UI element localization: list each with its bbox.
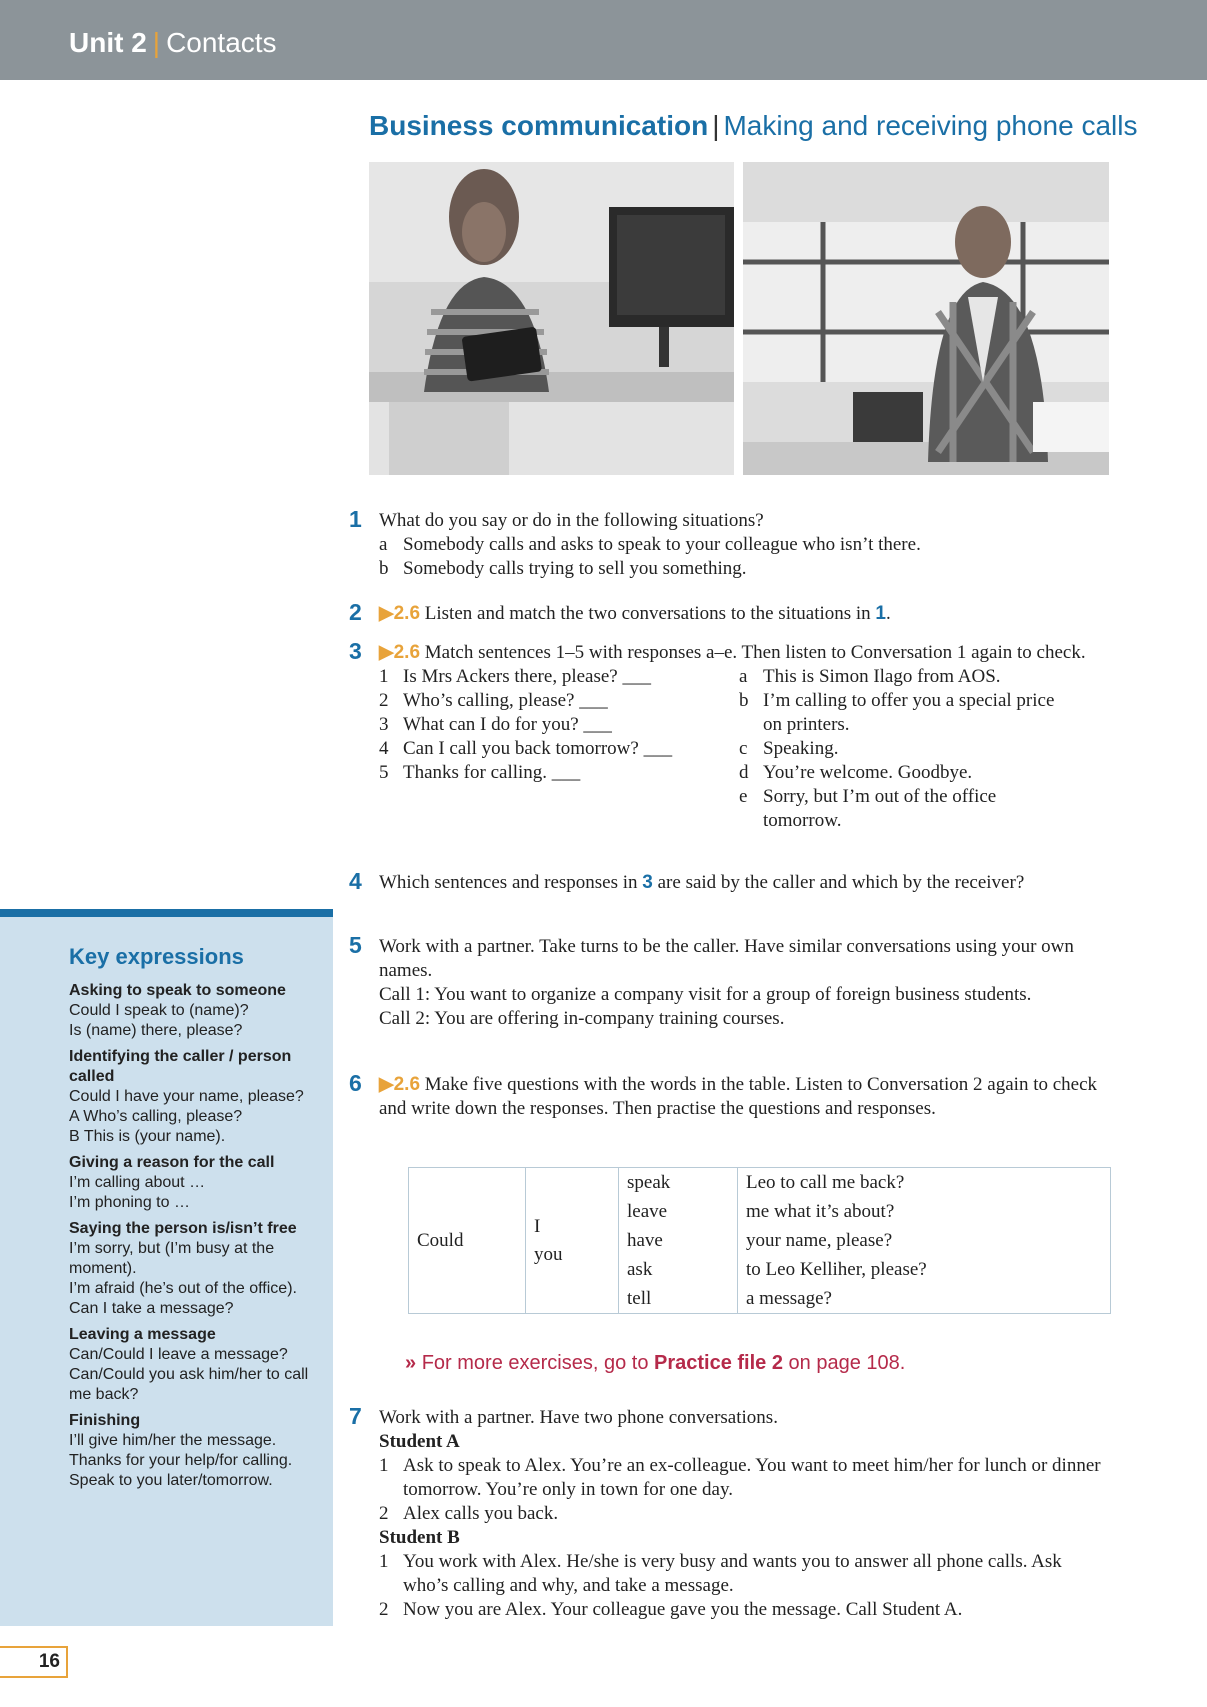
photo-man-on-phone [743, 162, 1109, 475]
item-text: I’m calling to offer you a special price on printers. [763, 690, 1055, 735]
group-heading: Giving a reason for the call [69, 1154, 275, 1171]
double-chevron-icon: » [405, 1352, 417, 1374]
list-item [739, 665, 1059, 689]
table-word: tell [627, 1288, 652, 1309]
item-letter: d [739, 762, 749, 783]
item-number: 1 [379, 1455, 389, 1476]
exercise-prompt: Listen and match the two conversations to the situations in [424, 603, 871, 624]
list-item [379, 737, 729, 761]
item-text: You’re welcome. Goodbye. [763, 762, 973, 783]
item-text: Thanks for calling. ___ [403, 762, 581, 783]
item-letter: a [739, 666, 748, 687]
exercise-prompt: What do you say or do in the following situations? [379, 510, 764, 531]
item-text: Is Mrs Ackers there, please? ___ [403, 666, 651, 687]
list-item [379, 1550, 1109, 1598]
expression: Can/Could I leave a message? [69, 1346, 288, 1363]
divider: | [712, 110, 720, 141]
item-text: Now you are Alex. Your colleague gave you the message. Call Student A. [403, 1599, 963, 1620]
expression: Speak to you later/tomorrow. [69, 1472, 273, 1489]
call-2 [379, 1007, 1109, 1031]
item-number: 5 [379, 762, 389, 783]
item-number: 3 [379, 714, 389, 735]
item-text: Alex calls you back. [403, 1503, 559, 1524]
call-label: Call 1: [379, 984, 431, 1005]
link-text: For more exercises, go to [421, 1352, 649, 1374]
practice-file-name[interactable]: Practice file 2 [654, 1352, 783, 1374]
table-word: I [534, 1215, 541, 1237]
list-item [379, 533, 1109, 557]
item-text: Sorry, but I’m out of the office tomorrow. [763, 786, 997, 831]
list-item [379, 1598, 1109, 1622]
exercise-6 [349, 1070, 1109, 1121]
list-item [739, 689, 1059, 737]
exercise-prompt: Which sentences and responses in [379, 872, 638, 893]
list-item [739, 785, 1059, 833]
list-item [379, 689, 729, 713]
group-heading: Identifying the caller / person called [69, 1048, 292, 1085]
expression: Could I speak to (name)? [69, 1002, 249, 1019]
exercise-4 [349, 868, 1109, 895]
responses-list [739, 665, 1059, 833]
exercise-3 [349, 638, 1109, 849]
expression: I’m afraid (he’s out of the office). [69, 1280, 297, 1297]
list-item [739, 737, 1059, 761]
group-heading: Leaving a message [69, 1326, 216, 1343]
item-number: 2 [379, 1599, 389, 1620]
group-heading: Saying the person is/isn’t free [69, 1220, 297, 1237]
table-word: ask [627, 1259, 653, 1280]
expression: Could I have your name, please? [69, 1088, 304, 1105]
exercise-number: 6 [349, 1070, 362, 1096]
audio-track-icon[interactable]: ▶2.6 [379, 603, 421, 624]
exercise-number: 1 [349, 506, 362, 532]
list-item [379, 1454, 1109, 1502]
expression: Can/Could you ask him/her to call me back? [69, 1366, 309, 1403]
call-text: You want to organize a company visit for a group of foreign business students. [434, 984, 1032, 1005]
audio-track-icon[interactable]: ▶2.6 [379, 642, 421, 663]
title-sub: Making and receiving phone calls [723, 110, 1138, 141]
item-letter: e [739, 786, 748, 807]
item-letter: a [379, 534, 388, 555]
divider: | [152, 27, 161, 58]
exercise-prompt: Make five questions with the words in the table. Listen to Conversation 2 again to check and write down the responses. Then practise the questions and responses. [379, 1074, 1098, 1119]
table-word: speak [627, 1172, 671, 1193]
exercise-prompt: Match sentences 1–5 with responses a–e. Then listen to Conversation 1 again to check. [424, 642, 1086, 663]
item-text: Somebody calls and asks to speak to your colleague who isn’t there. [403, 534, 921, 555]
group-heading: Finishing [69, 1412, 141, 1429]
table-word: you [534, 1243, 563, 1265]
item-number: 2 [379, 1503, 389, 1524]
page-title [369, 110, 1138, 142]
item-number: 1 [379, 1551, 389, 1572]
expression: Can I take a message? [69, 1300, 234, 1317]
practice-file-link[interactable] [405, 1352, 905, 1375]
item-number: 1 [379, 666, 389, 687]
call-text: You are offering in-company training courses. [434, 1008, 785, 1029]
item-text: Can I call you back tomorrow? ___ [403, 738, 673, 759]
table-cell-endings [738, 1168, 1111, 1314]
exercise-prompt-end: are said by the caller and which by the receiver? [657, 872, 1025, 893]
exercise-1 [349, 506, 1109, 581]
list-item [379, 761, 729, 785]
table-cell-subjects [526, 1168, 619, 1314]
key-expressions-list [69, 981, 319, 1491]
table-word: Leo to call me back? [746, 1172, 905, 1193]
table-word: me what it’s about? [746, 1201, 895, 1222]
exercise-5 [349, 932, 1109, 1031]
expression: B This is (your name). [69, 1128, 226, 1145]
expression: Is (name) there, please? [69, 1022, 243, 1039]
exercise-number: 7 [349, 1403, 362, 1429]
unit-section: Contacts [166, 27, 277, 58]
unit-number: Unit 2 [69, 27, 147, 58]
table-cell-could: Could [409, 1168, 526, 1314]
list-item [739, 761, 1059, 785]
header-bar [0, 0, 1207, 80]
exercise-reference: 1 [875, 603, 886, 624]
exercise-prompt: Work with a partner. Take turns to be the caller. Have similar conversations using your own names. [379, 936, 1074, 981]
key-expressions-panel [0, 909, 333, 1626]
exercise-2 [349, 599, 1109, 626]
item-text: Somebody calls trying to sell you something. [403, 558, 747, 579]
exercise-number: 4 [349, 868, 362, 894]
title-main: Business communication [369, 110, 709, 141]
item-letter: b [379, 558, 389, 579]
list-item [379, 713, 729, 737]
table-cell-verbs [619, 1168, 738, 1314]
exercise-number: 5 [349, 932, 362, 958]
question-table [408, 1167, 1111, 1314]
list-item [379, 1502, 1109, 1526]
table-word: your name, please? [746, 1230, 893, 1251]
table-word: have [627, 1230, 663, 1251]
student-a-heading: Student A [379, 1431, 460, 1452]
exercise-prompt: Work with a partner. Have two phone conversations. [379, 1407, 778, 1428]
table-word: a message? [746, 1288, 832, 1309]
item-letter: c [739, 738, 748, 759]
item-text: This is Simon Ilago from AOS. [763, 666, 1001, 687]
exercise-number: 3 [349, 638, 362, 664]
link-text-end: on page 108. [788, 1352, 906, 1374]
item-text: Who’s calling, please? ___ [403, 690, 608, 711]
item-text: Speaking. [763, 738, 839, 759]
group-heading: Asking to speak to someone [69, 982, 286, 999]
panel-title: Key expressions [69, 944, 244, 969]
expression: I’m sorry, but (I’m busy at the moment). [69, 1240, 275, 1277]
list-item [379, 665, 729, 689]
page-number: 16 [0, 1646, 68, 1678]
table-word: to Leo Kelliher, please? [746, 1259, 927, 1280]
item-text: What can I do for you? ___ [403, 714, 612, 735]
expression: I’ll give him/her the message. [69, 1432, 277, 1449]
item-number: 2 [379, 690, 389, 711]
item-text: Ask to speak to Alex. You’re an ex-colleague. You want to meet him/her for lunch or dinner tomorrow. You’re only in town for one day. [403, 1455, 1101, 1500]
expression: Thanks for your help/for calling. [69, 1452, 293, 1469]
expression: I’m calling about … [69, 1174, 206, 1191]
table-word: leave [627, 1201, 668, 1222]
list-item [379, 557, 1109, 581]
expression: A Who’s calling, please? [69, 1108, 243, 1125]
call-label: Call 2: [379, 1008, 431, 1029]
call-1 [379, 983, 1109, 1007]
photo-woman-on-phone [369, 162, 734, 475]
audio-track-icon[interactable]: ▶2.6 [379, 1074, 421, 1095]
item-text: You work with Alex. He/she is very busy and wants you to answer all phone calls. Ask who’s calling and why, and take a message. [403, 1551, 1062, 1596]
student-b-heading: Student B [379, 1527, 460, 1548]
unit-label [69, 27, 277, 59]
sentences-list [379, 665, 729, 785]
exercise-7 [349, 1403, 1109, 1622]
punctuation: . [886, 603, 891, 624]
exercise-number: 2 [349, 599, 362, 625]
exercise-reference: 3 [642, 872, 653, 893]
item-letter: b [739, 690, 749, 711]
expression: I’m phoning to … [69, 1194, 190, 1211]
item-number: 4 [379, 738, 389, 759]
